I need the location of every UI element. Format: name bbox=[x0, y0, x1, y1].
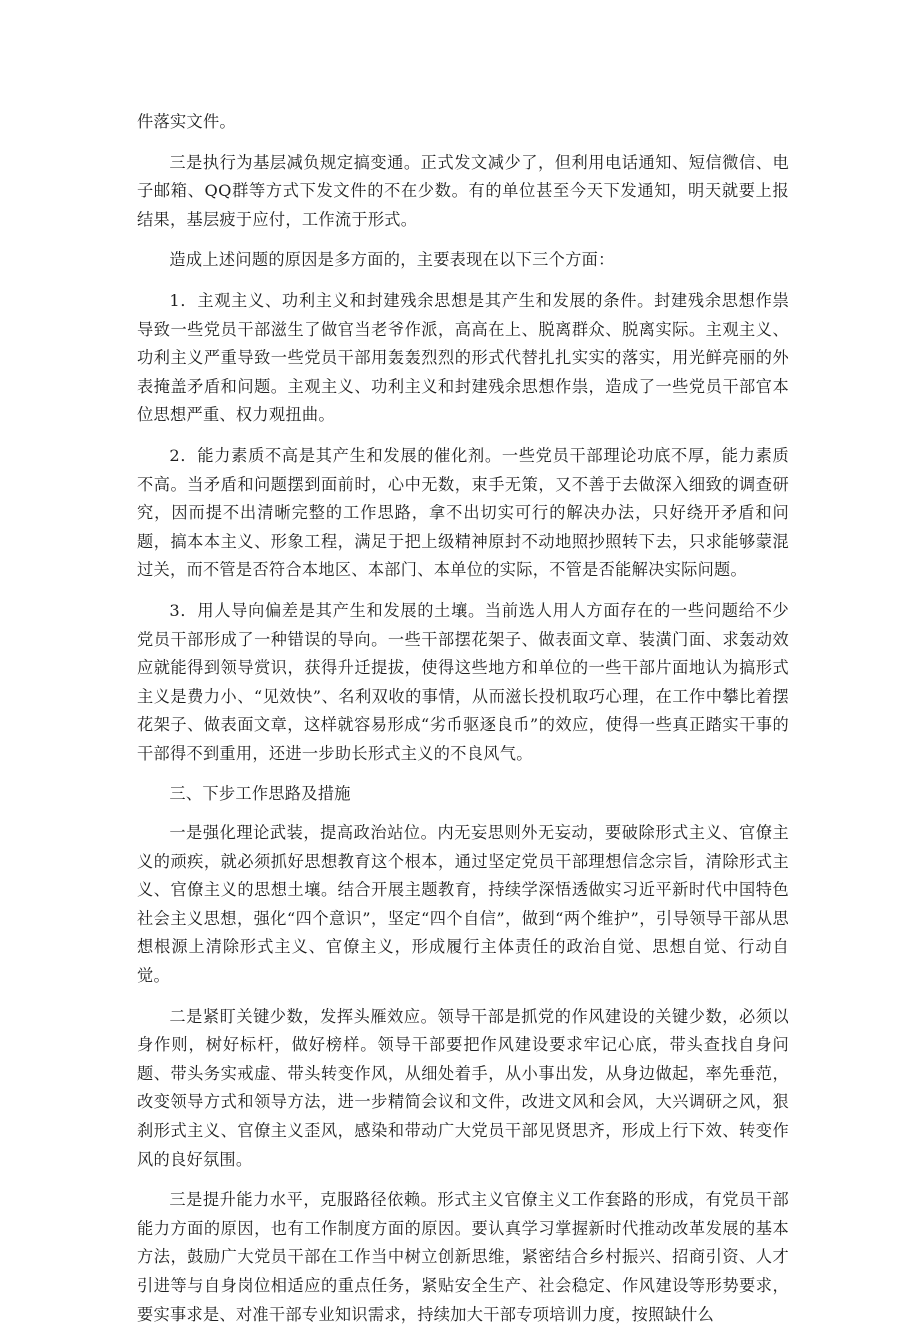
paragraph-cause-1: 1．主观主义、功利主义和封建残余思想是其产生和发展的条件。封建残余思想作祟导致一些党员干部滋生了做官当老爷作派，高高在上、脱离群众、脱离实际。主观主义、功利主义严重导致一些党员干部用轰轰烈烈的形式代替扎扎实实的落实，用光鲜亮丽的外表掩盖矛盾和问题。主观主义、功利主义和封建残余思想作祟，造成了一些党员干部官本位思想严重、权力观扭曲。 bbox=[137, 290, 789, 425]
paragraph-cause-2: 2．能力素质不高是其产生和发展的催化剂。一些党员干部理论功底不厚，能力素质不高。当矛盾和问题摆到面前时，心中无数，束手无策，又不善于去做深入细致的调查研究，因而提不出清晰完整的工作思路，拿不出切实可行的解决办法，只好绕开矛盾和问题，搞本本主义、形象工程，满足于把上级精神原封不动地照抄照转下去，只求能够蒙混过关，而不管是否符合本地区、本部门、本单位的实际，不管是否能解决实际问题。 bbox=[137, 445, 789, 580]
paragraph-problem-three: 三是执行为基层减负规定搞变通。正式发文减少了，但利用电话通知、短信微信、电子邮箱、QQ群等方式下发文件的不在少数。有的单位甚至今天下发通知，明天就要上报结果，基层疲于应付，工作流于形式。 bbox=[137, 152, 789, 229]
paragraph-measure-2: 二是紧盯关键少数，发挥头雁效应。领导干部是抓党的作风建设的关键少数，必须以身作则，树好标杆，做好榜样。领导干部要把作风建设要求牢记心底，带头查找自身问题、带头务实戒虚、带头转变作风，从细处着手，从小事出发，从身边做起，率先垂范，改变领导方式和领导方法，进一步精简会议和文件，改进文风和会风，大兴调研之风，狠刹形式主义、官僚主义歪风，感染和带动广大党员干部见贤思齐，形成上行下效、转变作风的良好氛围。 bbox=[137, 1006, 789, 1169]
paragraph-measure-1: 一是强化理论武装，提高政治站位。内无妄思则外无妄动，要破除形式主义、官僚主义的顽疾，就必须抓好思想教育这个根本，通过坚定党员干部理想信念宗旨，清除形式主义、官僚主义的思想土壤。结合开展主题教育，持续学深悟透做实习近平新时代中国特色社会主义思想，强化“四个意识”，坚定“四个自信”，做到“两个维护”，引导领导干部从思想根源上清除形式主义、官僚主义，形成履行主体责任的政治自觉、思想自觉、行动自觉。 bbox=[137, 823, 789, 986]
paragraph-cause-3: 3．用人导向偏差是其产生和发展的土壤。当前选人用人方面存在的一些问题给不少党员干部形成了一种错误的导向。一些干部摆花架子、做表面文章、装潢门面、求轰动效应就能得到领导赏识，获得升迁提拔，使得这些地方和单位的一些干部片面地认为搞形式主义是费力小、“见效快”、名利双收的事情，从而滋长投机取巧心理，在工作中攀比着摆花架子、做表面文章，这样就容易形成“劣币驱逐良币”的效应，使得一些真正踏实干事的干部得不到重用，还进一步助长形式主义的不良风气。 bbox=[137, 600, 789, 763]
paragraph-measure-3: 三是提升能力水平，克服路径依赖。形式主义官僚主义工作套路的形成，有党员干部能力方面的原因，也有工作制度方面的原因。要认真学习掌握新时代推动改革发展的基本方法，鼓励广大党员干部在工作当中树立创新思维，紧密结合乡村振兴、招商引资、人才引进等与自身岗位相适应的重点任务，紧贴安全生产、社会稳定、作风建设等形势要求，要实事求是、对准干部专业知识需求，持续加大干部专项培训力度，按照缺什么 bbox=[137, 1190, 789, 1324]
section-heading-next-steps: 三、下步工作思路及措施 bbox=[169, 784, 351, 804]
document-body bbox=[137, 108, 789, 1329]
paragraph-continuation: 件落实文件。 bbox=[137, 112, 236, 131]
paragraph-causes-intro: 造成上述问题的原因是多方面的，主要表现在以下三个方面： bbox=[169, 250, 615, 270]
